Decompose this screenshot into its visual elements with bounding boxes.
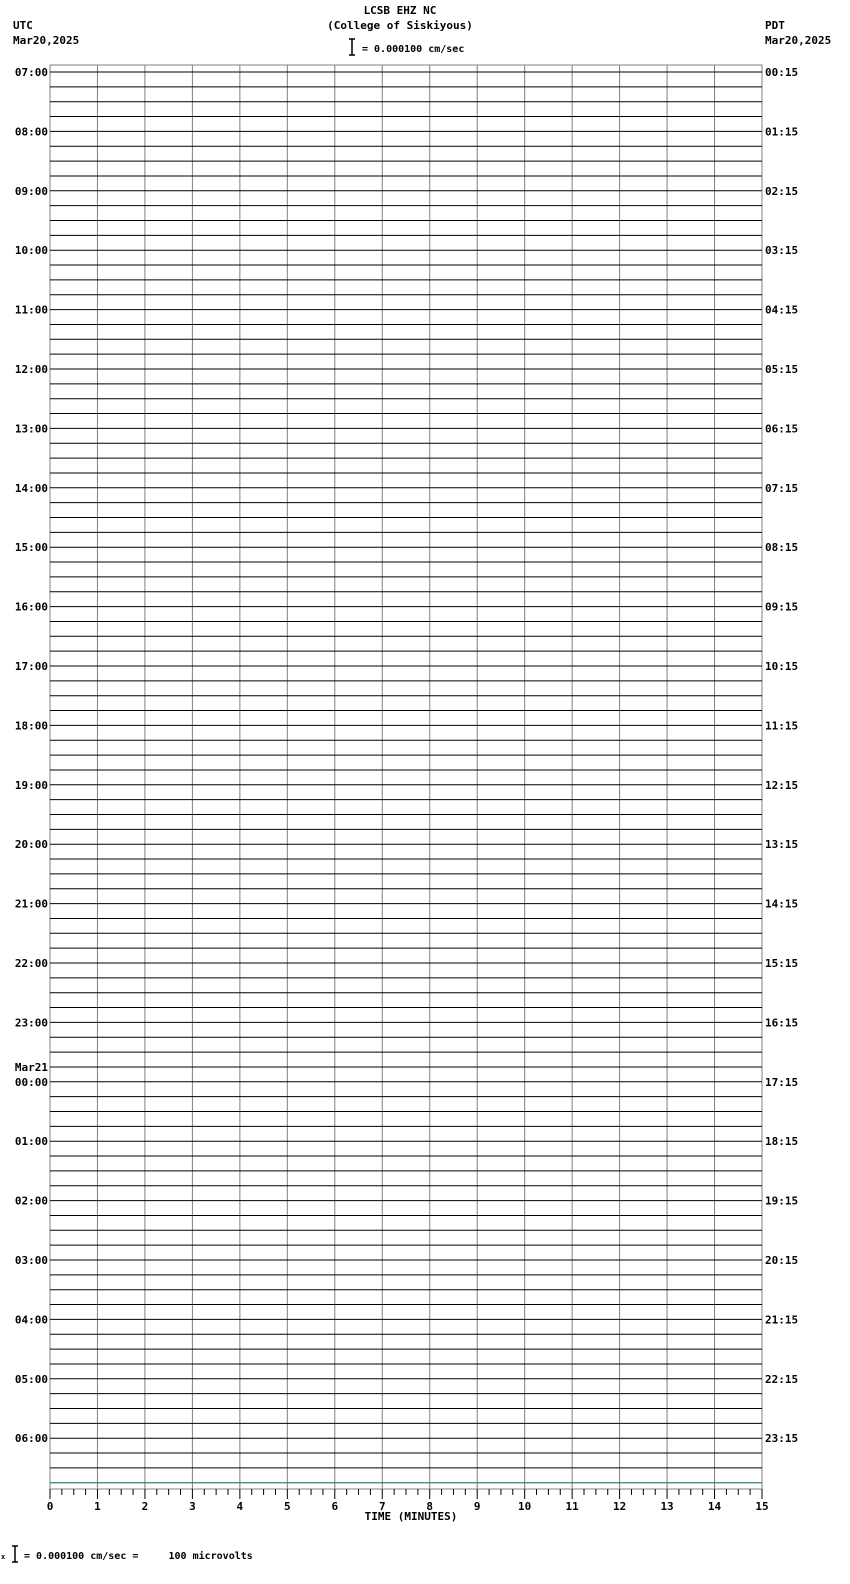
pdt-hour-label: 17:15 <box>765 1075 799 1089</box>
pdt-hour-label: 01:15 <box>765 125 799 139</box>
pdt-hour-label: 04:15 <box>765 303 799 317</box>
x-tick-label: 15 <box>755 1500 769 1513</box>
pdt-hour-label: 03:15 <box>765 244 799 258</box>
pdt-hour-label: 19:15 <box>765 1194 799 1208</box>
pdt-hour-label: 14:15 <box>765 897 799 911</box>
x-tick-label: 1 <box>94 1500 101 1513</box>
x-tick-label: 6 <box>331 1500 339 1513</box>
pdt-hour-label: 02:15 <box>765 184 799 198</box>
x-tick-label: 4 <box>236 1500 244 1513</box>
pdt-hour-label: 11:15 <box>765 719 799 733</box>
utc-hour-label: 19:00 <box>14 778 48 792</box>
pdt-hour-label: 20:15 <box>765 1254 799 1267</box>
utc-date: Mar20,2025 <box>13 34 80 47</box>
pdt-hour-label: 10:15 <box>765 660 799 673</box>
utc-hour-label: 14:00 <box>14 481 48 495</box>
pdt-hour-label: 13:15 <box>765 838 799 852</box>
x-tick-label: 12 <box>612 1500 627 1513</box>
pdt-hour-label: 00:15 <box>765 66 799 79</box>
pdt-hour-label: 15:15 <box>765 957 799 970</box>
utc-hour-label: 11:00 <box>14 303 48 317</box>
utc-hour-label: 15:00 <box>14 541 48 555</box>
pdt-timezone: PDT <box>765 19 785 32</box>
utc-timezone: UTC <box>13 19 33 32</box>
utc-hour-label: 13:00 <box>14 422 48 436</box>
footer-scale-bar-icon <box>11 1545 19 1563</box>
utc-hour-label: 05:00 <box>14 1372 48 1386</box>
pdt-date: Mar20,2025 <box>765 34 832 47</box>
x-tick-label: 3 <box>189 1500 196 1513</box>
utc-date-change-label: Mar21 <box>14 1060 48 1074</box>
pdt-hour-label: 18:15 <box>765 1135 799 1149</box>
x-tick-label: 9 <box>473 1500 481 1513</box>
utc-hour-label: 01:00 <box>14 1135 48 1149</box>
utc-hour-label: 02:00 <box>14 1194 48 1208</box>
x-axis-label: TIME (MINUTES) <box>364 1510 458 1523</box>
utc-hour-label: 06:00 <box>14 1432 48 1446</box>
pdt-hour-label: 22:15 <box>765 1372 799 1386</box>
utc-hour-label: 22:00 <box>14 957 48 970</box>
utc-hour-label: 18:00 <box>14 719 48 733</box>
pdt-hour-label: 05:15 <box>765 363 799 376</box>
pdt-hour-label: 07:15 <box>765 481 799 495</box>
utc-hour-label: 07:00 <box>14 66 48 79</box>
utc-hour-label: 16:00 <box>14 600 48 614</box>
x-tick-label: 11 <box>565 1500 579 1513</box>
pdt-hour-label: 12:15 <box>765 778 799 792</box>
station-subtitle: (College of Siskiyous) <box>327 19 473 32</box>
x-tick-label: 13 <box>660 1500 674 1513</box>
station-title: LCSB EHZ NC <box>363 4 437 17</box>
footer-marker: x <box>1 1553 6 1561</box>
utc-hour-label: 10:00 <box>14 244 48 258</box>
pdt-hour-label: 23:15 <box>765 1432 799 1446</box>
utc-hour-label: 23:00 <box>14 1016 48 1030</box>
utc-hour-label: 20:00 <box>14 838 48 852</box>
plot-frame <box>50 65 762 1489</box>
x-tick-label: 8 <box>426 1500 434 1513</box>
utc-hour-label: 08:00 <box>14 125 48 139</box>
pdt-hour-label: 21:15 <box>765 1313 799 1327</box>
footer-scale-text: = 0.000100 cm/sec = 100 microvolts <box>24 1551 253 1562</box>
utc-hour-label: 17:00 <box>14 660 48 673</box>
pdt-hour-label: 09:15 <box>765 600 799 614</box>
x-tick-label: 10 <box>518 1500 532 1513</box>
pdt-hour-label: 06:15 <box>765 422 799 436</box>
x-tick-label: 7 <box>378 1500 386 1513</box>
pdt-hour-label: 08:15 <box>765 541 799 555</box>
scale-text: = 0.000100 cm/sec <box>362 44 465 55</box>
pdt-hour-label: 16:15 <box>765 1016 799 1030</box>
utc-hour-label: 04:00 <box>14 1313 48 1327</box>
utc-hour-label: 21:00 <box>14 897 48 911</box>
utc-hour-label: 03:00 <box>14 1254 48 1267</box>
utc-hour-label: 12:00 <box>14 363 48 376</box>
x-tick-label: 2 <box>141 1500 149 1513</box>
utc-hour-label: 00:00 <box>14 1075 48 1089</box>
utc-hour-label: 09:00 <box>14 184 48 198</box>
x-tick-label: 14 <box>707 1500 722 1513</box>
x-tick-label: 5 <box>284 1500 291 1513</box>
x-tick-label: 0 <box>46 1500 54 1513</box>
